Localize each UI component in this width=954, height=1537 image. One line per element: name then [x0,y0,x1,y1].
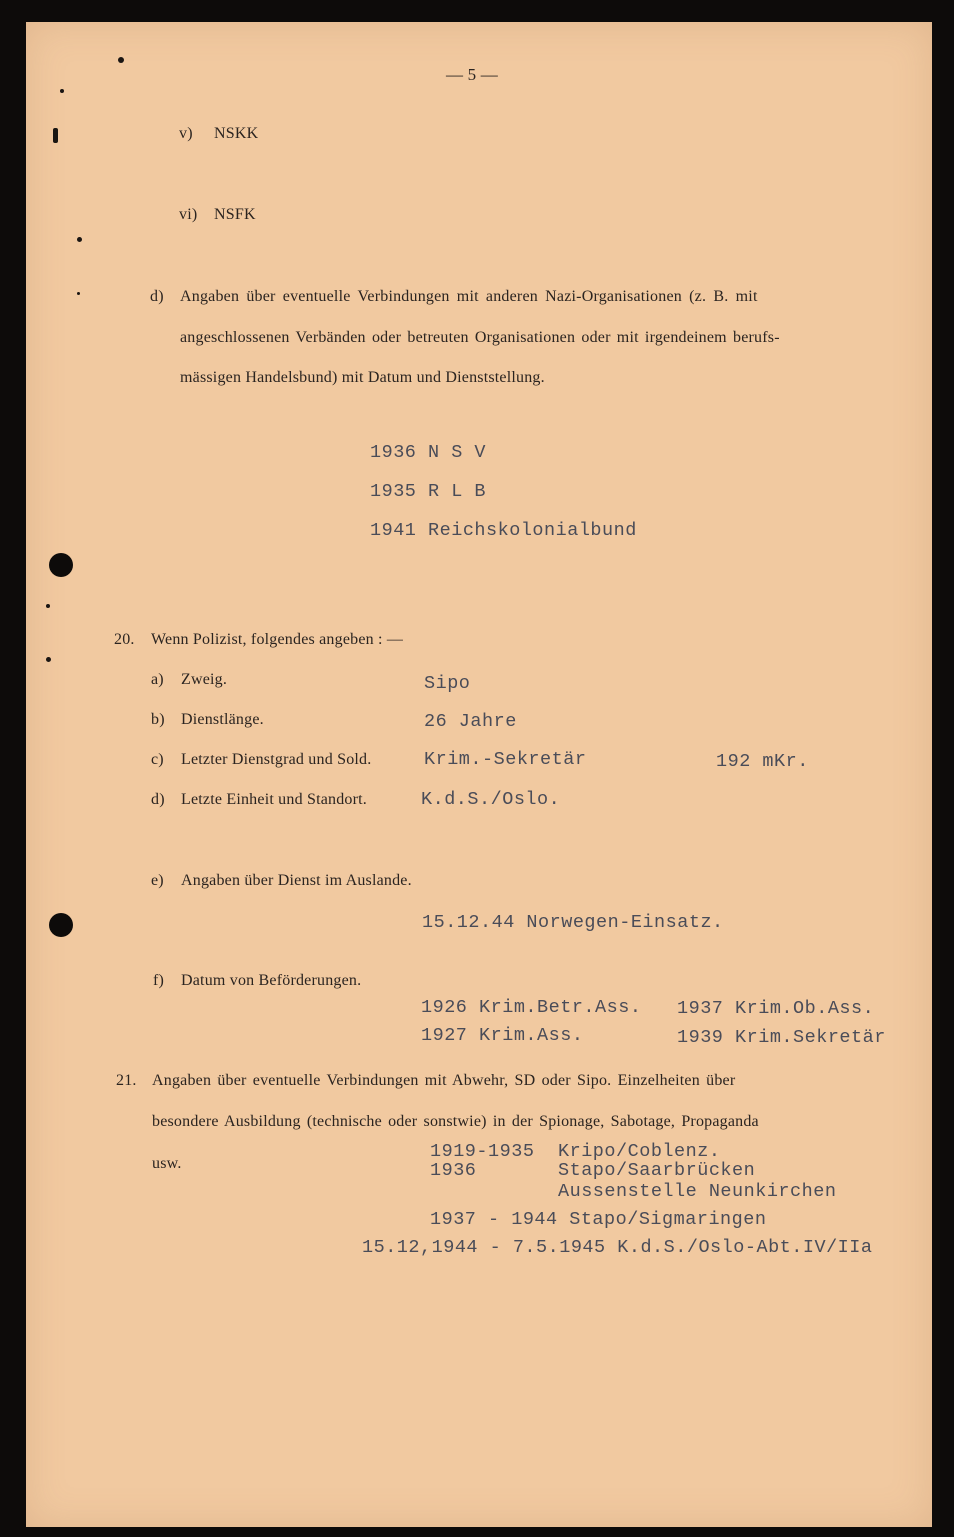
typed-abwehr-2-place2: Aussenstelle Neunkirchen [558,1181,837,1202]
typed-dienstgrad: Krim.-Sekretär [424,749,587,770]
speck [118,57,124,63]
speck [46,657,51,662]
q20-e-label: e) [151,872,164,889]
typed-org-1: 1936 N S V [370,442,487,463]
q20-f-text: Datum von Beförderungen. [181,972,362,989]
q20-c-text: Letzter Dienstgrad und Sold. [181,751,372,768]
typed-befoerderung-4: 1939 Krim.Sekretär [677,1027,886,1048]
q20-e-text: Angaben über Dienst im Auslande. [181,872,412,889]
speck [77,237,82,242]
typed-dienstlaenge: 26 Jahre [424,711,517,732]
question-d-line1: Angaben über eventuelle Verbindungen mit anderen Nazi-Organisationen (z. B. mit [180,288,758,305]
punch-hole-bottom [49,913,73,937]
typed-befoerderung-1: 1926 Krim.Betr.Ass. [421,997,642,1018]
typed-befoerderung-3: 1927 Krim.Ass. [421,1025,584,1046]
typed-abwehr-1-place: Kripo/Coblenz. [558,1141,721,1162]
typed-zweig: Sipo [424,673,471,694]
speck [53,128,58,143]
item-vi-label: vi) [179,206,198,223]
speck [77,292,80,295]
typed-abwehr-4: 15.12,1944 - 7.5.1945 K.d.S./Oslo-Abt.IV/IIa [362,1237,873,1258]
q20-c-label: c) [151,751,164,768]
typed-sold: 192 mKr. [716,751,809,772]
q20-b-text: Dienstlänge. [181,711,264,728]
question-20-number: 20. [114,631,135,648]
question-21-number: 21. [116,1072,137,1089]
typed-org-2: 1935 R L B [370,481,487,502]
question-20-text: Wenn Polizist, folgendes angeben : — [151,631,404,648]
item-v-label: v) [179,125,193,142]
q20-f-label: f) [153,972,165,989]
question-d-line2: angeschlossenen Verbänden oder betreuten Organisationen oder mit irgendeinem berufs- [180,329,780,346]
question-21-line3: usw. [152,1155,182,1172]
typed-befoerderung-2: 1937 Krim.Ob.Ass. [677,998,875,1019]
speck [46,604,50,608]
item-v-text: NSKK [214,125,259,142]
typed-ausland: 15.12.44 Norwegen-Einsatz. [422,912,724,933]
punch-hole-top [49,553,73,577]
q20-b-label: b) [151,711,165,728]
q20-a-label: a) [151,671,164,688]
document-page [26,22,932,1527]
q20-d-text: Letzte Einheit und Standort. [181,791,367,808]
speck [60,89,64,93]
question-d-line3: mässigen Handelsbund) mit Datum und Dienststellung. [180,369,545,386]
typed-abwehr-2-place: Stapo/Saarbrücken [558,1160,756,1181]
q20-a-text: Zweig. [181,671,228,688]
typed-einheit: K.d.S./Oslo. [421,789,561,810]
question-d-label: d) [150,288,164,305]
q20-d-label: d) [151,791,165,808]
question-21-line2: besondere Ausbildung (technische oder sonstwie) in der Spionage, Sabotage, Propaganda [152,1113,759,1130]
item-vi-text: NSFK [214,206,256,223]
question-21-line1: Angaben über eventuelle Verbindungen mit Abwehr, SD oder Sipo. Einzelheiten über [152,1072,736,1089]
page-number: — 5 — [446,65,498,84]
typed-org-3: 1941 Reichskolonialbund [370,520,637,541]
typed-abwehr-1-years: 1919-1935 [430,1141,535,1162]
typed-abwehr-3: 1937 - 1944 Stapo/Sigmaringen [430,1209,767,1230]
typed-abwehr-2-year: 1936 [430,1160,477,1181]
